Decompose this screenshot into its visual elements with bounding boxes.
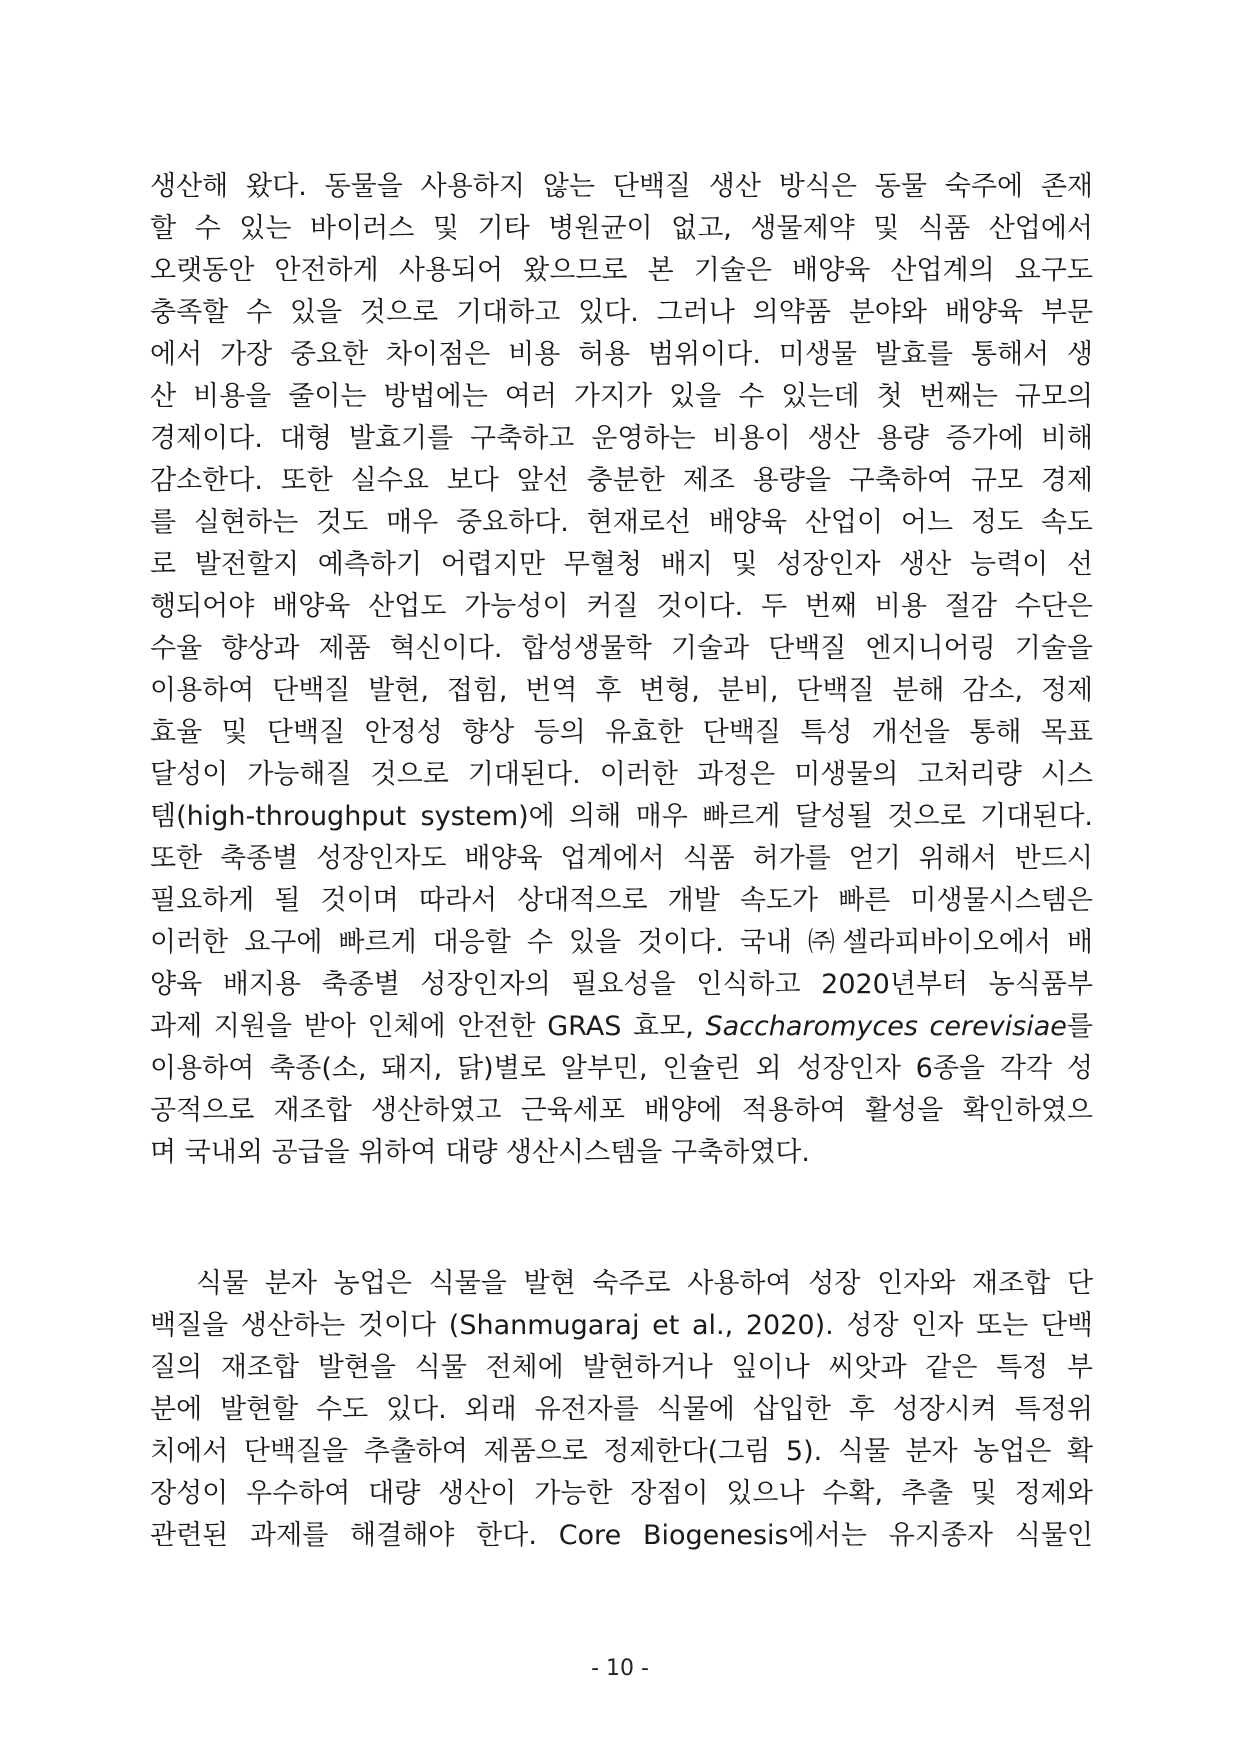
text-line: 장성이 우수하여 대량 생산이 가능한 장점이 있으나 수확, 추출 및 정제와 bbox=[150, 1478, 1093, 1509]
paragraph-2 bbox=[150, 1263, 1093, 1557]
species-name: Saccharomyces cerevisiae bbox=[705, 1011, 1067, 1042]
text-line: 로 발전할지 예측하기 어렵지만 무혈청 배지 및 성장인자 생산 능력이 선 bbox=[150, 549, 1093, 580]
text-line: 행되어야 배양육 산업도 가능성이 커질 것이다. 두 번째 비용 절감 수단은 bbox=[150, 591, 1093, 622]
text-line: 산 비용을 줄이는 방법에는 여러 가지가 있을 수 있는데 첫 번째는 규모의 bbox=[150, 381, 1093, 412]
text-line: 관련된 과제를 해결해야 한다. Core Biogenesis에서는 유지종자 식물인 bbox=[150, 1520, 1093, 1551]
text-line: 식물 분자 농업은 식물을 발현 숙주로 사용하여 성장 인자와 재조합 단 bbox=[196, 1268, 1093, 1299]
text-line: 필요하게 될 것이며 따라서 상대적으로 개발 속도가 빠른 미생물시스템은 bbox=[150, 885, 1093, 916]
text-line-species bbox=[150, 1006, 1093, 1048]
text-segment: 를 bbox=[1066, 1011, 1093, 1042]
text-line: 효율 및 단백질 안정성 향상 등의 유효한 단백질 특성 개선을 통해 목표 bbox=[150, 717, 1093, 748]
text-line: 이용하여 축종(소, 돼지, 닭)별로 알부민, 인슐린 외 성장인자 6종을 각각 성 bbox=[150, 1053, 1093, 1084]
text-line: 이러한 요구에 빠르게 대응할 수 있을 것이다. 국내 ㈜셀라피바이오에서 배 bbox=[150, 927, 1093, 958]
text-line: 치에서 단백질을 추출하여 제품으로 정제한다(그림 5). 식물 분자 농업은 확 bbox=[150, 1436, 1093, 1467]
text-line: 이용하여 단백질 발현, 접힘, 번역 후 변형, 분비, 단백질 분해 감소, 정제 bbox=[150, 675, 1093, 706]
text-line: 수율 향상과 제품 혁신이다. 합성생물학 기술과 단백질 엔지니어링 기술을 bbox=[150, 633, 1093, 664]
text-segment: 과제 지원을 받아 인체에 안전한 GRAS 효모, bbox=[150, 1011, 706, 1042]
text-line: 분에 발현할 수도 있다. 외래 유전자를 식물에 삽입한 후 성장시켜 특정위 bbox=[150, 1394, 1093, 1425]
text-line: 양육 배지용 축종별 성장인자의 필요성을 인식하고 2020년부터 농식품부 bbox=[150, 969, 1093, 1000]
text-line: 충족할 수 있을 것으로 기대하고 있다. 그러나 의약품 분야와 배양육 부문 bbox=[150, 297, 1093, 328]
page-number: - 10 - bbox=[591, 1656, 649, 1681]
text-line: 템(high-throughput system)에 의해 매우 빠르게 달성될 것으로 기대된다. bbox=[150, 801, 1093, 832]
text-line: 에서 가장 중요한 차이점은 비용 허용 범위이다. 미생물 발효를 통해서 생 bbox=[150, 339, 1093, 370]
text-line: 감소한다. 또한 실수요 보다 앞선 충분한 제조 용량을 구축하여 규모 경제 bbox=[150, 465, 1093, 496]
text-line: 경제이다. 대형 발효기를 구축하고 운영하는 비용이 생산 용량 증가에 비해 bbox=[150, 423, 1093, 454]
text-line: 오랫동안 안전하게 사용되어 왔으므로 본 기술은 배양육 산업계의 요구도 bbox=[150, 255, 1093, 286]
text-line: 공적으로 재조합 생산하였고 근육세포 배양에 적용하여 활성을 확인하였으 bbox=[150, 1095, 1093, 1126]
paragraph-1 bbox=[150, 166, 1093, 1174]
text-line: 달성이 가능해질 것으로 기대된다. 이러한 과정은 미생물의 고처리량 시스 bbox=[150, 759, 1093, 790]
text-line: 생산해 왔다. 동물을 사용하지 않는 단백질 생산 방식은 동물 숙주에 존재 bbox=[150, 171, 1093, 202]
text-line: 백질을 생산하는 것이다 (Shanmugaraj et al., 2020). 성장 인자 또는 단백 bbox=[150, 1310, 1093, 1341]
text-line: 질의 재조합 발현을 식물 전체에 발현하거나 잎이나 씨앗과 같은 특정 부 bbox=[150, 1352, 1093, 1383]
text-line: 며 국내외 공급을 위하여 대량 생산시스템을 구축하였다. bbox=[150, 1137, 810, 1168]
text-line: 또한 축종별 성장인자도 배양육 업계에서 식품 허가를 얻기 위해서 반드시 bbox=[150, 843, 1093, 874]
text-line: 를 실현하는 것도 매우 중요하다. 현재로선 배양육 산업이 어느 정도 속도 bbox=[150, 507, 1093, 538]
text-line: 할 수 있는 바이러스 및 기타 병원균이 없고, 생물제약 및 식품 산업에서 bbox=[150, 213, 1093, 244]
